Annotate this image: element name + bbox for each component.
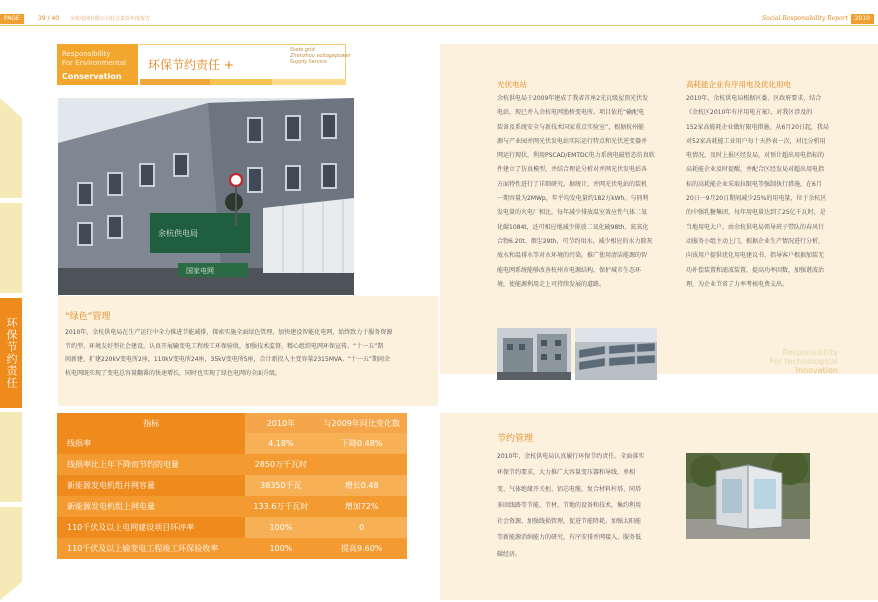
section-en-line-3: Conservation <box>62 72 122 81</box>
saving-line-5: 社会资源、加强线损管理，促进节能降耗。加强太阳能 <box>497 518 642 526</box>
table-cell-2010: 100% <box>245 517 316 538</box>
table-cell-change: 0 <box>316 517 407 538</box>
hec-line-12: 向该用户提供优化用电建议书，指导客户根据加装无 <box>686 252 825 260</box>
svg-text:余杭供电局: 余杭供电局 <box>158 229 198 238</box>
green-line-4: 杭电网既实现了变电总容量翻番的快速增长，同时也实现了绿色电网的全面升级。 <box>65 369 282 377</box>
watermark-line-1: Responsibility <box>782 348 838 357</box>
green-line-1: 2010年，余杭供电局在生产运行中全力推进节能减排，探索实施全面绿色管理，加快建设智能化电网，始终致力于服务资源 <box>65 329 393 336</box>
table-cell-2010: 100% <box>245 538 316 559</box>
hec-line-10: 当地用电大户。由余杭供电局领导班子带队的春风行 <box>686 223 825 231</box>
pv-line-2: 电站，现已并入余杭电网渔桥变电所。项目依托“输配电 <box>497 109 645 117</box>
saving-line-3: 变、气体绝缘开关柜、铝芯电缆、复合材料杆塔、同塔 <box>497 485 642 493</box>
table-cell-2010: 133.6万千瓦时 <box>245 496 316 517</box>
hec-line-13: 功补偿装置和滤波装置，提高功率因数，加强谐波治 <box>686 266 825 274</box>
hec-line-14: 理，为企业节省了力率考核电费支出。 <box>686 280 789 288</box>
table-header-indicator: 指标 <box>57 413 245 433</box>
header-subtitle: 余杭电网有限公司社会责任年度报告 <box>70 16 151 22</box>
hec-line-1: 2010年，余杭供电局根据区委、区政府要求，结合 <box>686 95 822 102</box>
pv-body <box>497 92 677 292</box>
table-cell-2010: 4.18% <box>245 433 316 454</box>
pv-line-11: 合物6.20t、烟尘29th，可节约用水，减少相应的水力除灰 <box>497 237 653 245</box>
hec-line-11: 动服务小组主动上门，根据企业生产情况进行分析， <box>686 237 825 245</box>
table-cell-indicator: 线损率比上年下降而节约的电量 <box>57 454 245 475</box>
tagline-3: Supply Service <box>290 59 328 65</box>
green-line-3: 间新建、扩建220kV变电所2座，110kV变电所24座，35kV变电所5座，合计新投入主变容量2315MVA。“十一五”期间余 <box>65 356 391 363</box>
side-tab-group-lower <box>0 412 22 602</box>
kiosk-photo <box>686 453 810 539</box>
pv-line-8: 一期容量为2MWp，年平均发电量约182万kWh。与同利 <box>497 195 649 203</box>
pv-line-13: 能电网系统能够改善杭州市电源结构，保护城市生态环 <box>497 266 642 274</box>
hec-line-2: 《余杭区2010年有序用电方案》，对我区涉及的 <box>686 109 813 117</box>
tagline-2: Zhenzhou voltagepower <box>290 53 351 59</box>
pv-line-4: 源与产业园并网光伏发电站实际运行特点和光伏逆变器并 <box>497 137 648 145</box>
section-color-bars <box>140 79 346 85</box>
pv-heading: 光伏电站 <box>497 80 527 89</box>
table-cell-change: 提高9.60% <box>316 538 407 559</box>
watermark-line-3: Innovation <box>795 366 838 375</box>
table-row <box>57 454 407 475</box>
header-divider <box>0 25 878 26</box>
section-en-line-1: Responsibility <box>62 50 111 58</box>
section-cn-title: 环保节约责任 + <box>148 58 234 72</box>
hec-line-3: 152家高能耗企业做好限电措施。从6月20日起，我局 <box>686 123 829 131</box>
table-cell-indicator: 新能源发电机组上网电量 <box>57 496 245 517</box>
table-row <box>57 496 407 517</box>
green-line-2: 节约型、环境友好型社会建设。认真开展输变电工程竣工环保验收，加强技术监督，精心组织电网环保宣传。“十一五”期 <box>65 342 384 350</box>
table-cell-change: 增长0.48 <box>316 475 407 496</box>
hec-line-8: 20日一9月20日期间减少25%的用电量，位于余杭区 <box>686 195 827 203</box>
hec-line-4: 对52家高耗能工业用户每十天抄表一次，对比分析用 <box>686 137 826 145</box>
hec-heading: 高耗能企业有序用电及优化用电 <box>686 80 791 89</box>
table-cell-change: 增加72% <box>316 496 407 517</box>
pv-line-7: 方面特性进行了详细研究。据统计，并网光伏电站的装机 <box>497 180 648 188</box>
hec-line-7: 标的高耗能企业采取拉限电等强制执行措施，在6月 <box>686 180 822 188</box>
side-tab-1[interactable] <box>0 98 22 198</box>
side-tab-4[interactable] <box>0 507 22 600</box>
pv-line-9: 发电量的火电厂相比，每年减少排放温室效应性气体二氧 <box>497 209 648 217</box>
table-cell-indicator: 新能源发电机组并网容量 <box>57 475 245 496</box>
table-row <box>57 538 407 559</box>
innovation-watermark <box>770 348 838 375</box>
tagline-1: State grid <box>290 47 315 53</box>
section-en-line-2: For Environmental <box>62 59 127 67</box>
substation-photo <box>58 98 354 295</box>
side-tab-2[interactable] <box>0 203 22 293</box>
side-tab-group <box>0 98 22 298</box>
saving-line-6: 等新能源消纳能力的研究，有序安排并网接入、服务低 <box>497 534 642 542</box>
saving-line-2: 环保节约要求，大力推广大容量变压器和导线、单相 <box>497 469 636 477</box>
page-label: PAGE <box>0 14 24 24</box>
table-cell-change <box>316 454 407 475</box>
page-number: 39 / 40 <box>38 15 60 22</box>
hec-line-5: 电情况，及时上报区经发局，对预计超出用电指标的 <box>686 152 825 160</box>
table-row <box>57 433 407 454</box>
green-heading: “绿色”管理 <box>65 312 111 322</box>
watermark-line-2: For technological <box>769 357 838 366</box>
pv-line-12: 废水和温排水等对水环境的污染。推广使用清洁能源的智 <box>497 252 648 260</box>
hec-line-9: 的中强乳糖集团，每年用电量达到了25亿千瓦时，是 <box>686 209 826 217</box>
pv-line-5: 网运行现状，利用PSCAD/EMTDC电力系统电磁暂态仿真软 <box>497 152 655 160</box>
svg-text:国家电网: 国家电网 <box>186 267 214 275</box>
table-row <box>57 517 407 538</box>
section-tagline <box>290 47 351 65</box>
pv-line-14: 境，使能源利用走上可持续发展的道路。 <box>497 280 606 288</box>
green-body <box>65 326 435 380</box>
saving-body <box>497 449 681 563</box>
table-header-row <box>57 413 407 433</box>
saving-line-1: 2010年，余杭供电局认真履行环保节约责任。全面落实 <box>497 453 645 460</box>
report-year: 2010 <box>851 14 874 24</box>
report-title: Social Responsibility Report <box>762 15 848 22</box>
saving-line-7: 碳经济。 <box>497 550 522 558</box>
side-tab-active[interactable]: 环保节约责任 <box>0 298 22 408</box>
pv-panels-photo <box>575 328 657 380</box>
hec-body <box>686 92 866 292</box>
table-header-2010: 2010年 <box>245 413 316 433</box>
table-cell-indicator: 线损率 <box>57 433 245 454</box>
indicator-table <box>57 413 407 559</box>
section-en-title <box>62 50 126 68</box>
saving-heading: 节约管理 <box>497 434 534 444</box>
saving-line-4: 多回线路等节能、节材、节地的设备和技术，集约利用 <box>497 501 642 509</box>
table-cell-indicator: 110千伏及以上输变电工程竣工环保验收率 <box>57 538 245 559</box>
hec-line-6: 高耗能企业及时提醒，并配合区经发局对超出用电指 <box>686 166 825 174</box>
pv-line-1: 余杭供电局于2009年建成了我省首座2光瓦级屋顶光伏发 <box>497 95 649 102</box>
pv-line-6: 件建立了仿真模型，并结合理论分析对并网光伏发电站各 <box>497 166 648 174</box>
pv-line-10: 化碳1084t，还可相应地减少排放二氧化硫98th、氮氧化 <box>497 223 649 231</box>
table-cell-2010: 38350千瓦 <box>245 475 316 496</box>
table-cell-2010: 2850万千瓦时 <box>245 454 316 475</box>
table-cell-indicator: 110千伏及以上电网建设项目环评率 <box>57 517 245 538</box>
pv-line-3: 装备及系统安全与新技术国家重点实验室”，根据杭州能 <box>497 123 645 131</box>
table-row <box>57 475 407 496</box>
side-tab-3[interactable] <box>0 412 22 502</box>
table-cell-change: 下降0.48% <box>316 433 407 454</box>
table-header-change: 与2009年同比变化数 <box>316 413 407 433</box>
pv-building-photo <box>497 328 571 380</box>
